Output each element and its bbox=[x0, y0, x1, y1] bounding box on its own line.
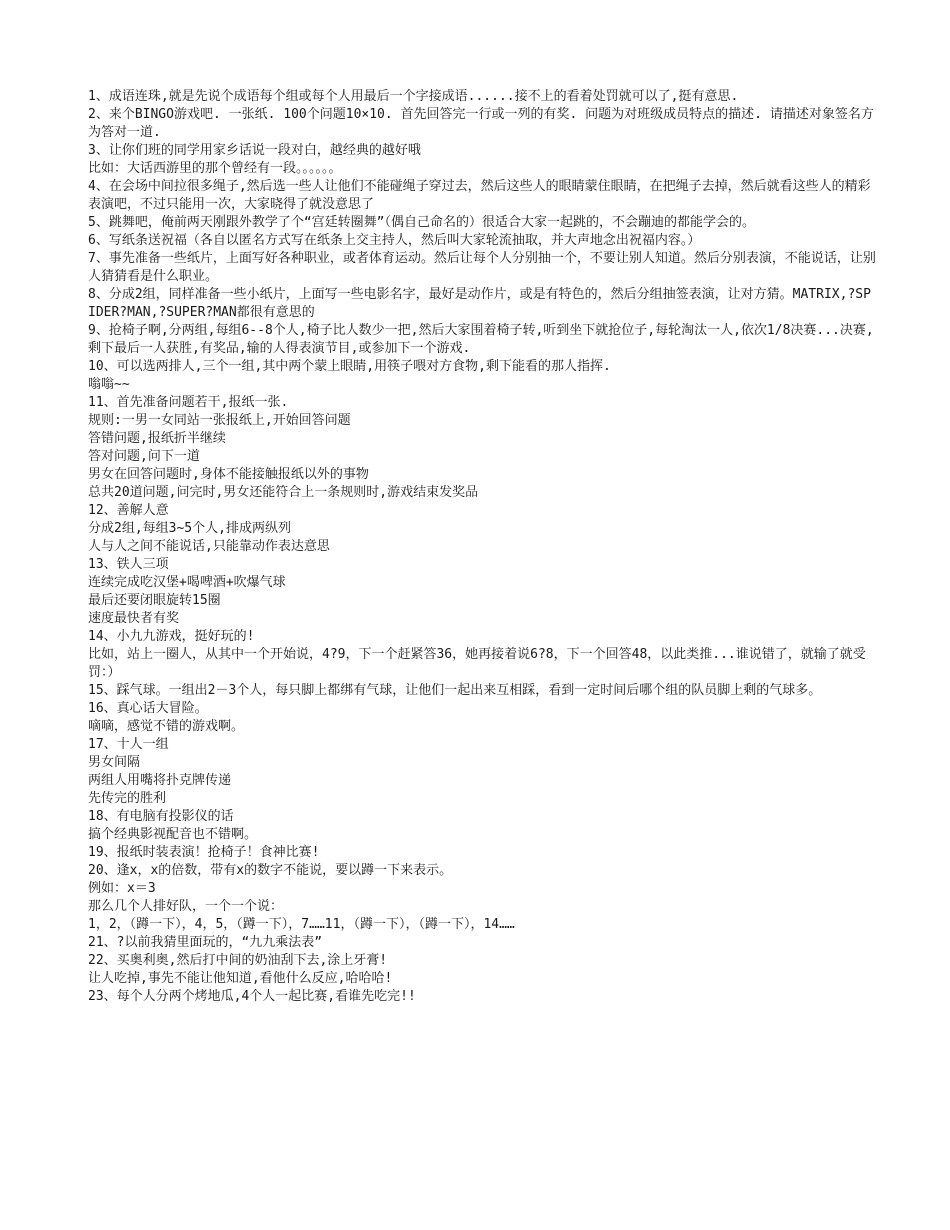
item-8: 8、分成2组，同样准备一些小纸片，上面写一些电影名字，最好是动作片，或是有特色的，然后分组抽签表演，让对方猜。MATRIX,?SPIDER?MAN,?SUPER?MAN都很有意思的 bbox=[88, 287, 871, 320]
item-13-spin: 最后还要闭眼旋转15圈 bbox=[88, 593, 221, 608]
item-12-groups: 分成2组,每组3~5个人,排成两纵列 bbox=[88, 521, 291, 536]
item-22-note: 让人吃掉,事先不能让他知道,看他什么反应,哈哈哈! bbox=[88, 971, 393, 986]
item-10: 10、可以选两排人,三个一组,其中两个蒙上眼睛,用筷子喂对方食物,剩下能看的那人指挥. bbox=[88, 359, 611, 374]
item-17: 17、十人一组 bbox=[88, 737, 169, 752]
item-2: 2、来个BINGO游戏吧. 一张纸. 100个问题10×10. 首先回答完一行或一列的有奖. 问题为对班级成员特点的描述. 请描述对象签名方为答对一道. bbox=[88, 107, 874, 140]
item-17-pass: 两组人用嘴将扑克牌传递 bbox=[88, 773, 232, 788]
item-10-note: 嗡嗡~~ bbox=[88, 377, 130, 392]
item-3-example: 比如：大话西游里的那个曾经有一段。。。。。。 bbox=[88, 161, 342, 176]
item-20-example: 例如：x＝3 bbox=[88, 881, 156, 896]
item-9: 9、抢椅子啊,分两组,每组6--8个人,椅子比人数少一把,然后大家围着椅子转,听到坐下就抢位子,每轮淘汰一人,依次1/8决赛...决赛,剩下最后一人获胜,有奖品,输的人得表演节目,或参加下一个游戏. bbox=[88, 323, 874, 356]
item-12-rule: 人与人之间不能说话,只能靠动作表达意思 bbox=[88, 539, 330, 554]
item-18: 18、有电脑有投影仪的话 bbox=[88, 809, 234, 824]
item-6: 6、写纸条送祝福（各自以匿名方式写在纸条上交主持人，然后叫大家轮流抽取，并大声地念出祝福内容。） bbox=[88, 233, 701, 248]
item-20-queue: 那么几个人排好队，一个一个说： bbox=[88, 899, 284, 914]
item-3: 3、让你们班的同学用家乡话说一段对白，越经典的越好哦 bbox=[88, 143, 421, 158]
item-20-sequence: 1，2，（蹲一下），4，5，（蹲一下），7……11，（蹲一下），（蹲一下），14…… bbox=[88, 917, 515, 932]
item-12: 12、善解人意 bbox=[88, 503, 169, 518]
item-14-example: 比如，站上一圈人，从其中一个开始说，4?9，下一个赶紧答36，她再接着说6?8，下一个回答48，以此类推...谁说错了，就输了就受罚：） bbox=[88, 647, 866, 680]
item-19: 19、报纸时装表演！抢椅子！食神比赛! bbox=[88, 845, 320, 860]
item-17-mix: 男女间隔 bbox=[88, 755, 141, 770]
item-21: 21、?以前我猜里面玩的，“九九乘法表” bbox=[88, 935, 323, 950]
item-16-note: 嘀嘀，感觉不错的游戏啊。 bbox=[88, 719, 245, 734]
item-5: 5、跳舞吧，俺前两天刚跟外教学了个“宫廷转圈舞”（偶自己命名的）很适合大家一起跳的，不会蹦迪的都能学会的。 bbox=[88, 215, 755, 230]
item-13-prize: 速度最快者有奖 bbox=[88, 611, 180, 626]
item-4: 4、在会场中间拉很多绳子,然后选一些人让他们不能碰绳子穿过去，然后这些人的眼睛蒙住眼睛，在把绳子去掉，然后就看这些人的精彩表演吧，不过只能用一次，大家晓得了就没意思了 bbox=[88, 179, 871, 212]
item-16: 16、真心话大冒险。 bbox=[88, 701, 208, 716]
item-11-rule: 规则:一男一女同站一张报纸上,开始回答问题 bbox=[88, 413, 351, 428]
item-14: 14、小九九游戏，挺好玩的! bbox=[88, 629, 255, 644]
item-11-wrong: 答错问题,报纸折半继续 bbox=[88, 431, 226, 446]
item-13: 13、铁人三项 bbox=[88, 557, 169, 572]
document-body bbox=[88, 88, 878, 1006]
item-20: 20、逢x，x的倍数，带有x的数字不能说，要以蹲一下来表示。 bbox=[88, 863, 453, 878]
item-22: 22、买奥利奥,然后打中间的奶油刮下去,涂上牙膏! bbox=[88, 953, 388, 968]
item-11-right: 答对问题,问下一道 bbox=[88, 449, 200, 464]
item-17-win: 先传完的胜利 bbox=[88, 791, 167, 806]
item-11: 11、首先准备问题若干,报纸一张. bbox=[88, 395, 289, 410]
item-11-constraint: 男女在回答问题时,身体不能接触报纸以外的事物 bbox=[88, 467, 369, 482]
item-11-total: 总共20道问题,问完时,男女还能符合上一条规则时,游戏结束发奖品 bbox=[88, 485, 479, 500]
item-18-dub: 搞个经典影视配音也不错啊。 bbox=[88, 827, 258, 842]
item-15: 15、踩气球。一组出2－3个人，每只脚上都绑有气球，让他们一起出来互相踩，看到一定时间后哪个组的队员脚上剩的气球多。 bbox=[88, 683, 822, 698]
item-23: 23、每个人分两个烤地瓜,4个人一起比赛,看谁先吃完!! bbox=[88, 989, 416, 1004]
item-1: 1、成语连珠,就是先说个成语每个组或每个人用最后一个字接成语......接不上的看着处罚就可以了,挺有意思. bbox=[88, 89, 739, 104]
item-7: 7、事先准备一些纸片，上面写好各种职业，或者体育运动。然后让每个人分别抽一个，不要让别人知道。然后分别表演，不能说话，让别人猜猜看是什么职业。 bbox=[88, 251, 876, 284]
item-13-tasks: 连续完成吃汉堡+喝啤酒+吹爆气球 bbox=[88, 575, 286, 590]
